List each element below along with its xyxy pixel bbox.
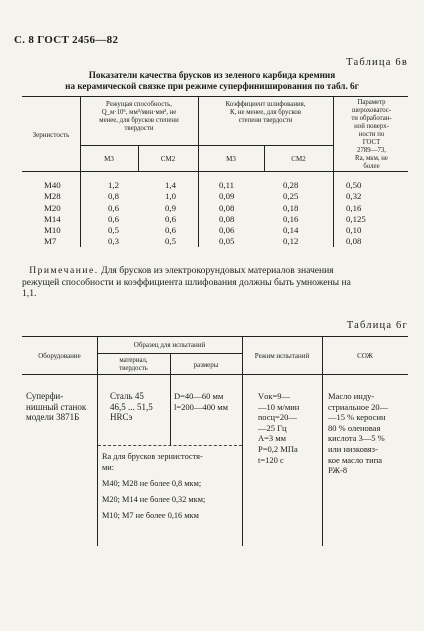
table-6v-label: Таблица 6в <box>346 57 408 68</box>
table-6g-vline-3 <box>242 336 243 546</box>
page-header: С. 8 ГОСТ 2456—82 <box>14 34 119 46</box>
sub-header-m3-grinding: М3 <box>226 155 236 163</box>
roughness-column: 0,50 0,32 0,16 0,125 0,10 0,08 <box>346 180 366 247</box>
table-6v-title-line1: Показатели качества брусков из зеленого карбида кремния <box>88 70 336 80</box>
material-header: материал, твердость <box>119 357 148 372</box>
table-6g-dashed-divider <box>98 445 242 446</box>
roughness-note-cell: Ra для брусков зернистостя- ми: М40; М28 не более 0,8 мкм; М20; М14 не более 0,32 мкм; М10; М7 не более 0,16 мкм <box>102 452 206 520</box>
equipment-header: Оборудование <box>38 352 81 360</box>
grinding-sm2-column: 0,28 0,25 0,18 0,16 0,14 0,12 <box>283 180 299 247</box>
grinding-header: Коэффициент шлифования, К, не менее, для брусков степени твердости <box>225 101 306 124</box>
table-6g-vline-4 <box>322 336 323 546</box>
mode-header: Режим испытаний <box>254 352 310 360</box>
sub-header-sm2-grinding: СМ2 <box>291 155 306 163</box>
table-6g-header-bottom <box>22 374 408 375</box>
material-cell: Сталь 45 46,5 ... 51,5 HRCэ <box>110 391 153 423</box>
coolant-header: СОЖ <box>357 352 373 360</box>
table-6g-top-border <box>22 336 408 337</box>
table-6v-subheader-line <box>80 145 333 146</box>
cutting-header: Режущая способность, Q_м·10⁶, мм³/мин·мм², не менее, для брусков степени твердости <box>99 101 179 132</box>
sub-header-m3-cutting: М3 <box>104 155 114 163</box>
sizes-header: размеры <box>193 361 219 369</box>
table-6g-label: Таблица 6г <box>346 320 408 331</box>
table-6v-vline-3 <box>333 96 334 247</box>
grit-header: Зернистость <box>32 131 70 139</box>
grinding-m3-column: 0,11 0,09 0,08 0,08 0,06 0,05 <box>219 180 235 247</box>
sub-header-sm2-cutting: СМ2 <box>160 155 176 163</box>
equipment-cell: Суперфи- нишный станок модели 3871Б <box>26 391 87 423</box>
cutting-m3-column: 1,2 0,8 0,6 0,6 0,5 0,3 <box>108 180 119 247</box>
cutting-sm2-column: 1,4 1,0 0,9 0,6 0,6 0,5 <box>165 180 176 247</box>
table-6v-vline-1 <box>80 96 81 247</box>
sizes-cell: D=40—60 мм l=200—400 мм <box>174 391 229 412</box>
grit-column: М40 М28 М20 М14 М10 М7 <box>44 180 61 247</box>
table-6v-vline-2 <box>198 96 199 247</box>
table-6v-title-line2: на керамической связке при режиме суперфиниширования по табл. 6г <box>65 81 359 91</box>
table-6v-note: Примечание. Для брусков из электрокорундовых материалов значения режущей способности и коэффициента шлифования должны быть умножены на 1,1. <box>22 265 351 299</box>
roughness-header: Параметр шероховатос- ти обработан- ной поверх- ности по ГОСТ 2789—73, Ra, мкм, не более <box>351 99 392 170</box>
coolant-cell: Масло инду- стриальное 20— —15 % керосин 80 % оленовая кислота 3—5 % или низковяз- кое масло типа РЖ-8 <box>328 391 389 476</box>
sample-header: Образец для испытаний <box>133 341 206 349</box>
mode-cell: Vок=9— —10 м/мин nосц=20— —25 Гц A=3 мм P=0,2 МПа t=120 с <box>258 391 300 465</box>
